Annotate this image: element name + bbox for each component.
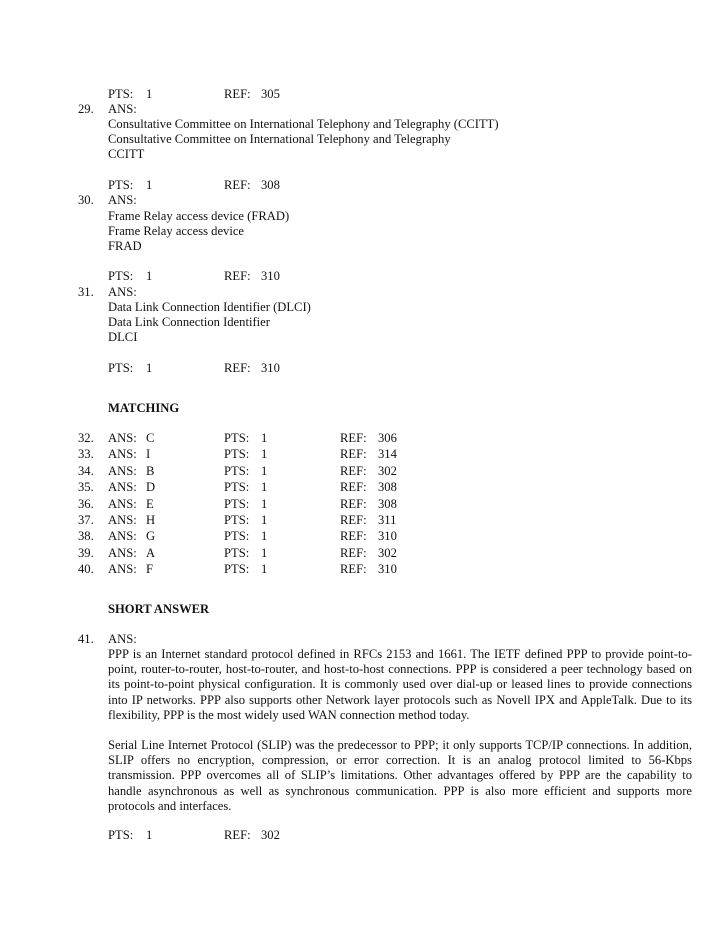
ans-value: C: [146, 431, 155, 445]
ref-label: REF:: [340, 447, 367, 461]
question-number: 29.: [78, 102, 94, 116]
ans-label: ANS:: [108, 102, 137, 116]
ref-label: REF:: [340, 513, 367, 527]
pts-label: PTS:: [108, 178, 134, 192]
ans-value: H: [146, 513, 156, 527]
ans-value: E: [146, 497, 154, 511]
ref-value: 311: [378, 513, 397, 527]
ref-value: 302: [261, 828, 280, 842]
ref-value: 310: [261, 361, 280, 375]
pts-label: PTS:: [224, 447, 250, 461]
answer-line: Consultative Committee on International Telephony and Telegraphy (CCITT): [108, 117, 499, 131]
question-number: 38.: [78, 529, 94, 543]
pts-label: PTS:: [108, 828, 134, 842]
ans-value: F: [146, 562, 154, 576]
pts-value: 1: [261, 513, 268, 527]
ans-label: ANS:: [108, 497, 137, 511]
answer-paragraph: Serial Line Internet Protocol (SLIP) was the predecessor to PPP; it only supports TCP/IP connections. In addition, SLIP offers no encryption, compression, or error correction. It is an analog protocol limited to 56-Kbps transmission. PPP overcomes all of SLIP’s limitations. Other advantages offered by PPP are the capability to handle asynchronous as well as synchronous communication. PPP is also more efficient and supports more protocols and interfaces.: [108, 738, 692, 813]
answer-line: Consultative Committee on International Telephony and Telegraphy: [108, 132, 451, 146]
pts-value: 1: [146, 269, 153, 283]
ans-value: B: [146, 464, 155, 478]
answer-line: Data Link Connection Identifier (DLCI): [108, 300, 311, 314]
pts-label: PTS:: [224, 497, 250, 511]
ans-label: ANS:: [108, 562, 137, 576]
pts-label: PTS:: [224, 546, 250, 560]
ref-label: REF:: [340, 529, 367, 543]
ref-value: 310: [378, 529, 397, 543]
answer-line: Frame Relay access device (FRAD): [108, 209, 290, 223]
ref-label: REF:: [340, 480, 367, 494]
question-number: 31.: [78, 285, 94, 299]
question-number: 39.: [78, 546, 94, 560]
ref-label: REF:: [340, 431, 367, 445]
pts-label: PTS:: [108, 361, 134, 375]
answer-paragraph: PPP is an Internet standard protocol defined in RFCs 2153 and 1661. The IETF defined PPP to provide point-to-point, router-to-router, host-to-router, and host-to-host connections. PPP is considered a peer technology based on its point-to-point physical configuration. It is commonly used over dial-up or leased lines to provide connections into IP networks. PPP also supports other Network layer protocols such as Novell IPX and AppleTalk. Due to its flexibility, PPP is the most widely used WAN connection method today.: [108, 647, 692, 722]
ans-label: ANS:: [108, 632, 137, 646]
ref-label: REF:: [224, 269, 251, 283]
ref-value: 310: [261, 269, 280, 283]
ref-value: 302: [378, 546, 397, 560]
ref-value: 305: [261, 87, 280, 101]
pts-value: 1: [261, 562, 268, 576]
pts-value: 1: [261, 480, 268, 494]
ref-label: REF:: [340, 546, 367, 560]
ans-label: ANS:: [108, 447, 137, 461]
ref-value: 308: [261, 178, 280, 192]
ans-value: G: [146, 529, 156, 543]
ref-value: 308: [378, 480, 397, 494]
pts-value: 1: [261, 546, 268, 560]
question-number: 32.: [78, 431, 94, 445]
ref-label: REF:: [340, 497, 367, 511]
answer-line: CCITT: [108, 147, 145, 161]
answer-line: Data Link Connection Identifier: [108, 315, 270, 329]
ans-label: ANS:: [108, 546, 137, 560]
pts-label: PTS:: [224, 529, 250, 543]
question-number: 36.: [78, 497, 94, 511]
section-heading-short-answer: SHORT ANSWER: [108, 602, 210, 616]
pts-label: PTS:: [224, 431, 250, 445]
pts-value: 1: [261, 464, 268, 478]
pts-value: 1: [261, 497, 268, 511]
ref-value: 308: [378, 497, 397, 511]
section-heading-matching: MATCHING: [108, 401, 180, 415]
ref-label: REF:: [224, 87, 251, 101]
ans-label: ANS:: [108, 285, 137, 299]
ref-label: REF:: [340, 562, 367, 576]
pts-value: 1: [261, 431, 268, 445]
answer-line: DLCI: [108, 330, 138, 344]
question-number: 40.: [78, 562, 94, 576]
ref-value: 306: [378, 431, 397, 445]
pts-label: PTS:: [108, 87, 134, 101]
ref-label: REF:: [224, 361, 251, 375]
pts-value: 1: [146, 178, 153, 192]
pts-value: 1: [146, 361, 153, 375]
question-number: 30.: [78, 193, 94, 207]
question-number: 37.: [78, 513, 94, 527]
ans-label: ANS:: [108, 480, 137, 494]
ans-label: ANS:: [108, 529, 137, 543]
question-number: 34.: [78, 464, 94, 478]
question-number: 35.: [78, 480, 94, 494]
question-number: 33.: [78, 447, 94, 461]
pts-label: PTS:: [108, 269, 134, 283]
ref-value: 310: [378, 562, 397, 576]
ans-value: A: [146, 546, 156, 560]
ans-label: ANS:: [108, 193, 137, 207]
ans-value: D: [146, 480, 156, 494]
ref-value: 314: [378, 447, 397, 461]
ref-label: REF:: [224, 828, 251, 842]
question-number: 41.: [78, 632, 94, 646]
ans-label: ANS:: [108, 431, 137, 445]
pts-value: 1: [261, 447, 268, 461]
answer-line: Frame Relay access device: [108, 224, 245, 238]
pts-value: 1: [146, 87, 153, 101]
pts-label: PTS:: [224, 480, 250, 494]
ref-value: 302: [378, 464, 397, 478]
pts-value: 1: [261, 529, 268, 543]
ref-label: REF:: [340, 464, 367, 478]
ans-label: ANS:: [108, 464, 137, 478]
pts-label: PTS:: [224, 464, 250, 478]
pts-value: 1: [146, 828, 153, 842]
pts-label: PTS:: [224, 562, 250, 576]
answer-line: FRAD: [108, 239, 142, 253]
ans-label: ANS:: [108, 513, 137, 527]
ref-label: REF:: [224, 178, 251, 192]
pts-label: PTS:: [224, 513, 250, 527]
ans-value: I: [146, 447, 151, 461]
